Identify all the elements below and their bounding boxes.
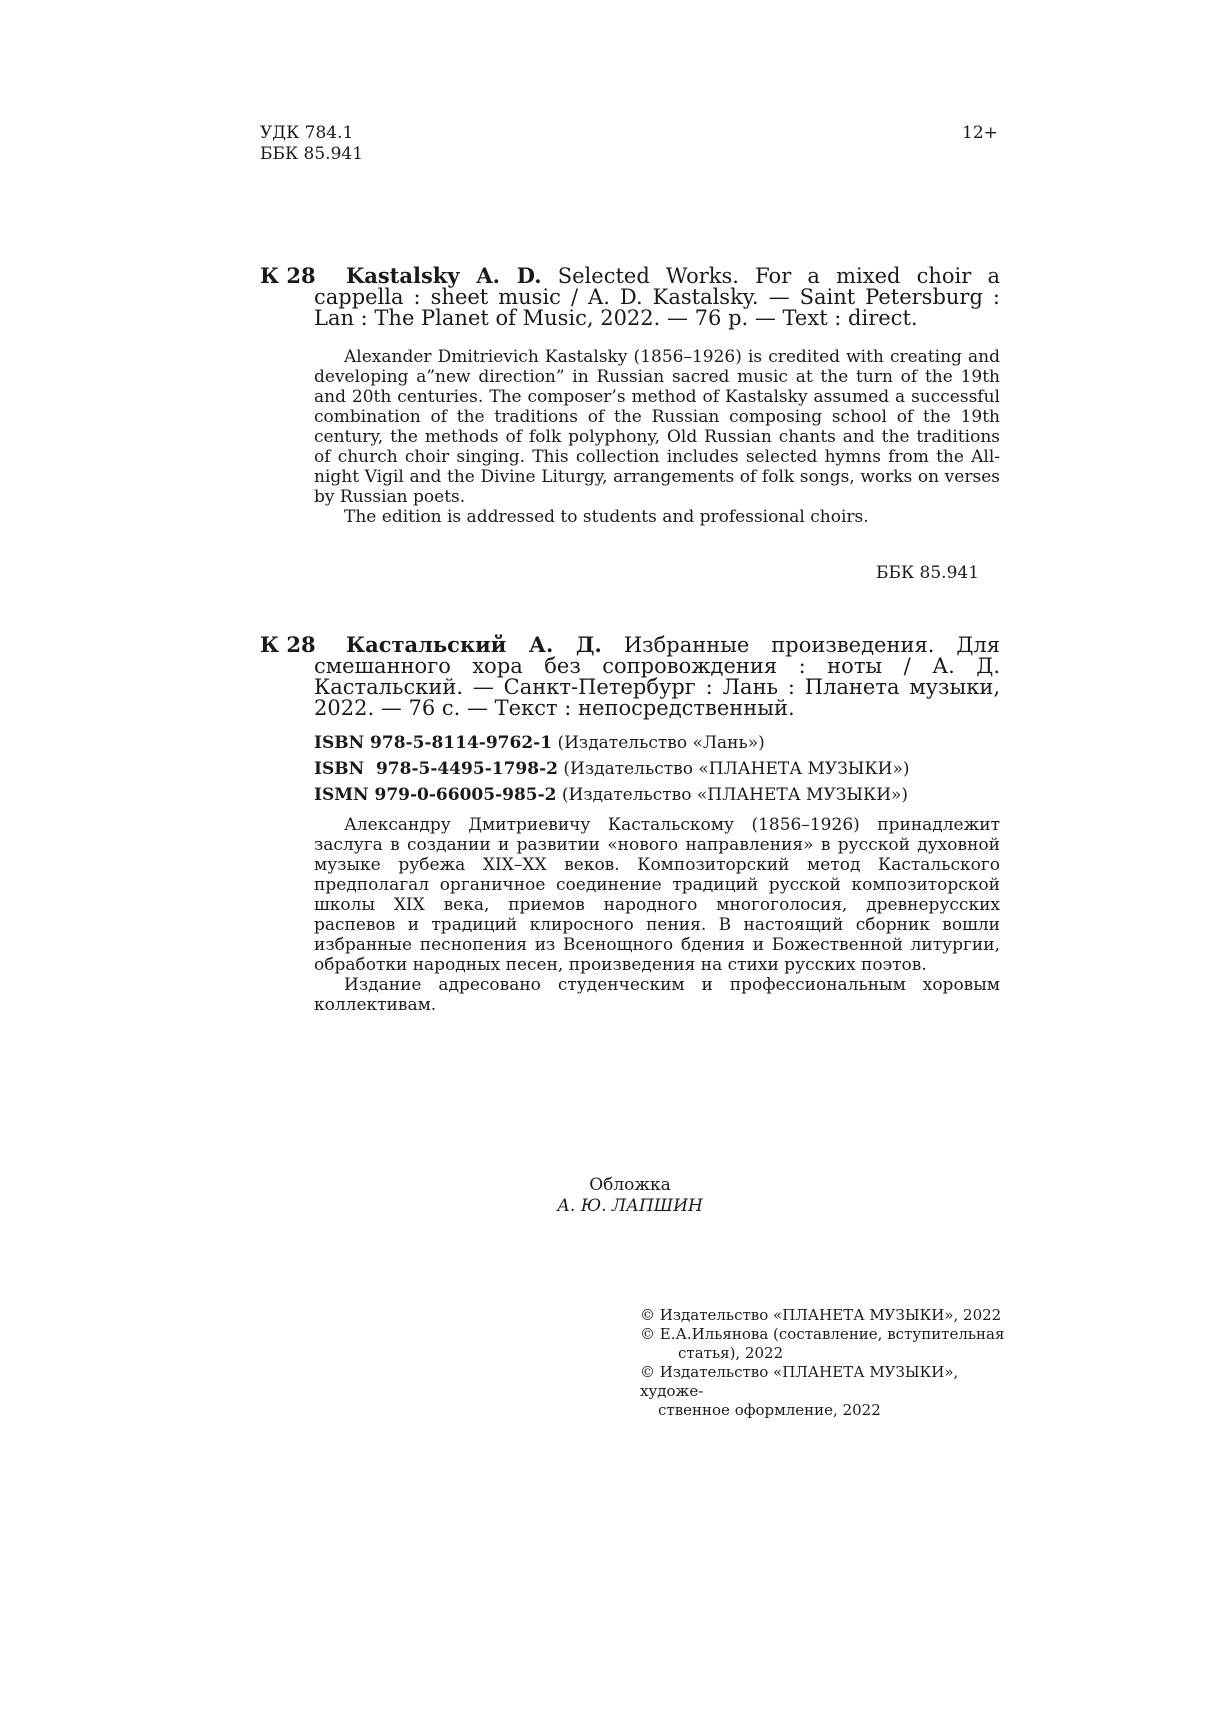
ismn-publisher: (Издательство «ПЛАНЕТА МУЗЫКИ») [561, 785, 909, 805]
english-abstract [314, 347, 1000, 527]
isbn-publisher: (Издательство «Лань») [557, 733, 765, 753]
isbn-publisher: (Издательство «ПЛАНЕТА МУЗЫКИ») [563, 759, 910, 779]
identifier-list [314, 730, 910, 808]
russian-abstract [314, 815, 1000, 1015]
english-abstract-p1: Alexander Dmitrievich Kastalsky (1856–1926) is credited with creating and developing a”new direction” in Russian sacred music at the turn of the 19th and 20th centuries. The composer’s method of Kastalsky assumed a successful combination of the traditions of the Russian composing school of the 19th century, the methods of folk polyphony, Old Russian chants and the traditions of church choir singing. This collection includes selected hymns from the All-night Vigil and the Divine Liturgy, arrangements of folk songs, works on verses by Russian poets. [314, 347, 1000, 507]
age-rating: 12+ [962, 123, 998, 143]
english-card-author: Kastalsky A. D. [346, 263, 542, 288]
copyright-block [640, 1306, 1010, 1420]
copyright-line: © Издательство «ПЛАНЕТА МУЗЫКИ», 2022 [640, 1306, 1002, 1324]
english-abstract-p2: The edition is addressed to students and professional choirs. [344, 507, 869, 527]
copyright-line-cont: ственное оформление, 2022 [658, 1401, 881, 1419]
copyright-entry [640, 1363, 1010, 1420]
bbk-code: ББК 85.941 [260, 144, 364, 164]
isbn-number: ISBN 978-5-4495-1798-2 [314, 759, 558, 779]
isbn-planeta [314, 756, 910, 782]
russian-abstract-p2: Издание адресовано студенческим и профессиональным хоровым коллективам. [314, 975, 1000, 1015]
copyright-line-cont: статья), 2022 [678, 1344, 784, 1362]
bbk-right: ББК 85.941 [876, 563, 980, 583]
copyright-line: © Издательство «ПЛАНЕТА МУЗЫКИ», художе- [640, 1363, 959, 1400]
classification-codes [260, 123, 363, 165]
copyright-entry [640, 1325, 1010, 1363]
copyright-line: © Е.А.Ильянова (составление, вступительная [640, 1325, 1005, 1343]
isbn-lan [314, 730, 910, 756]
isbn-number: ISBN 978-5-8114-9762-1 [314, 733, 553, 753]
cover-label: Обложка [589, 1175, 671, 1195]
english-card-citation [314, 265, 1000, 329]
russian-card-citation [314, 634, 1000, 719]
udk-code: УДК 784.1 [260, 123, 354, 143]
cover-credit [520, 1175, 740, 1217]
ismn-planeta [314, 782, 910, 808]
cover-designer: А. Ю. ЛАПШИН [557, 1196, 703, 1216]
russian-abstract-p1: Александру Дмитриевичу Кастальскому (1856–1926) принадлежит заслуга в создании и развитии «нового направления» в русской духовной музыке рубежа XIX–XX веков. Композиторский метод Кастальского предполагал органичное соединение традиций русской композиторской школы XIX века, приемов народного многоголосия, древнерусских распевов и традиций клиросного пения. В настоящий сборник вошли избранные песнопения из Всенощного бдения и Божественной литургии, обработки народных песен, произведения на стихи русских поэтов. [314, 815, 1000, 975]
ismn-number: ISMN 979-0-66005-985-2 [314, 785, 557, 805]
russian-card-citation-text: Избранные произведения. Для смешанного хора без сопровождения : ноты / А. Д. Кастальский. — Санкт-Петербург : Лань : Планета музыки, 2022. — 76 с. — Текст : непосредственный. [314, 633, 1000, 720]
russian-card-code: К 28 [260, 632, 316, 657]
english-card-citation-text: Selected Works. For a mixed choir a cappella : sheet music / A. D. Kastalsky. — Saint Petersburg : Lan : The Planet of Music, 2022. — 76 p. — Text : direct. [314, 264, 1000, 330]
copyright-entry [640, 1306, 1010, 1325]
russian-card-author: Кастальский А. Д. [346, 632, 602, 657]
english-card-code: К 28 [260, 263, 316, 288]
